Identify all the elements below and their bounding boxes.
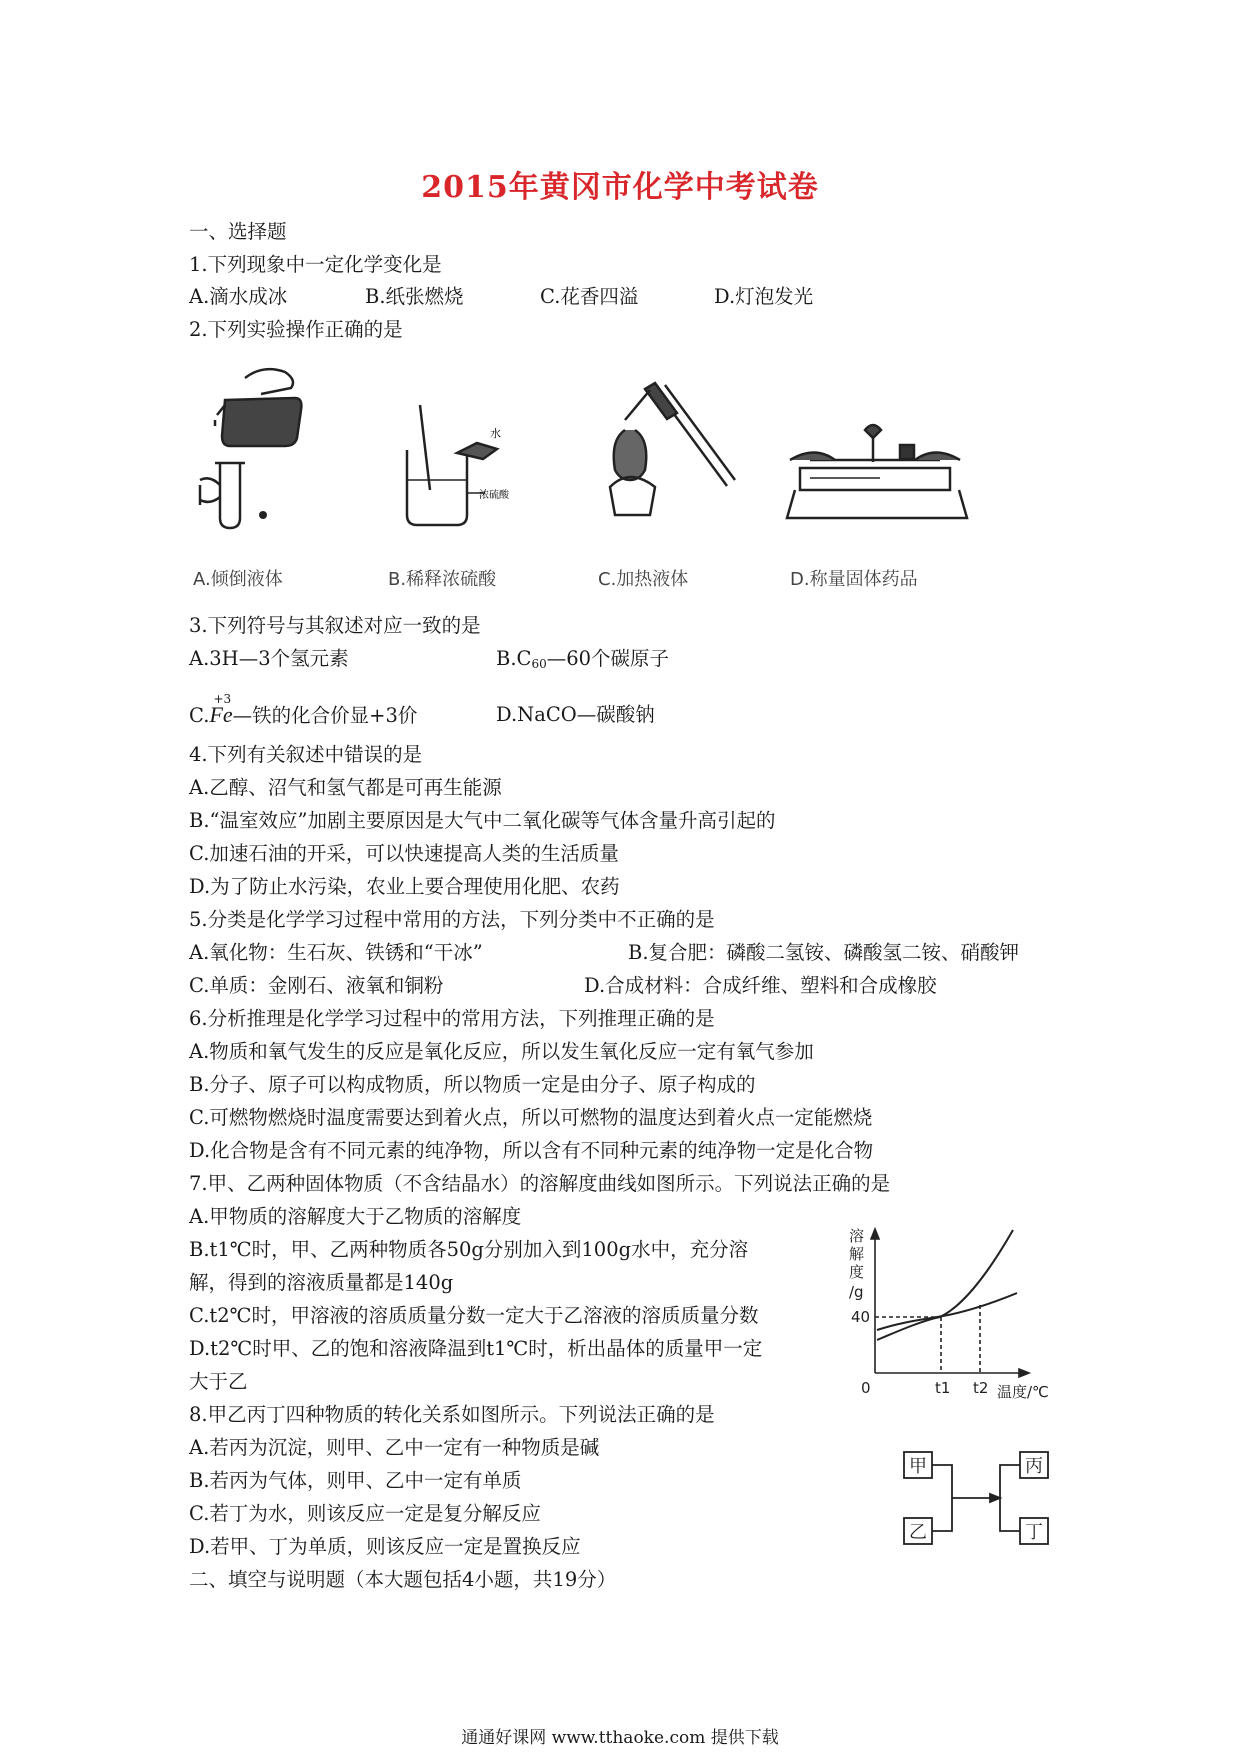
option xyxy=(189,692,418,729)
option-continued: 大于乙 xyxy=(189,1370,248,1393)
option: C.若丁为水，则该反应一定是复分解反应 xyxy=(189,1502,541,1525)
question-stem: 4.下列有关叙述中错误的是 xyxy=(189,743,423,766)
box-label: 乙 xyxy=(909,1522,927,1543)
option: C.可燃物燃烧时温度需要达到着火点，所以可燃物的温度达到着火点一定能燃烧 xyxy=(189,1106,873,1129)
section-heading: 二、填空与说明题（本大题包括4小题，共19分） xyxy=(189,1568,617,1591)
y-axis-label-char: /g xyxy=(849,1283,864,1301)
option: A.3H—3个氢元素 xyxy=(189,647,349,670)
option: A.乙醇、沼气和氢气都是可再生能源 xyxy=(189,776,502,799)
right-bracket xyxy=(1000,1465,1020,1531)
option: A.若丙为沉淀，则甲、乙中一定有一种物质是碱 xyxy=(189,1436,600,1459)
question-stem: 2.下列实验操作正确的是 xyxy=(189,318,403,341)
option: C.加速石油的开采，可以快速提高人类的生活质量 xyxy=(189,842,619,865)
fe-symbol: Fe xyxy=(209,702,233,727)
option-c-text: —铁的化合价显+3价 xyxy=(232,704,418,727)
option-b-text: —60个碳原子 xyxy=(546,647,670,670)
option: A.甲物质的溶解度大于乙物质的溶解度 xyxy=(189,1205,522,1228)
solubility-curve-figure xyxy=(845,1225,1065,1405)
acid-label: 浓硫酸 xyxy=(479,490,509,501)
question-stem: 1.下列现象中一定化学变化是 xyxy=(189,253,442,276)
option: C.t2℃时，甲溶液的溶质质量分数一定大于乙溶液的溶质质量分数 xyxy=(189,1304,759,1327)
reaction-arrowhead xyxy=(990,1494,1000,1502)
figure-caption: C.加热液体 xyxy=(598,569,689,590)
water-label: 水 xyxy=(490,427,501,440)
y-axis-label-char: 解 xyxy=(849,1245,865,1263)
weighing-solid-figure xyxy=(780,420,970,530)
x-tick-label: t2 xyxy=(973,1379,989,1397)
option: B.纸张燃烧 xyxy=(365,285,464,308)
y-axis-label-char: 度 xyxy=(849,1263,865,1281)
box-label: 丁 xyxy=(1025,1522,1043,1543)
question-stem: 7.甲、乙两种固体物质（不含结晶水）的溶解度曲线如图所示。下列说法正确的是 xyxy=(189,1172,891,1195)
section-heading: 一、选择题 xyxy=(189,220,287,243)
x-axis-label: 温度/℃ xyxy=(997,1383,1049,1401)
page-title: 2015年黄冈市化学中考试卷 xyxy=(421,170,819,205)
option: B.若丙为气体，则甲、乙中一定有单质 xyxy=(189,1469,522,1492)
option: D.若甲、丁为单质，则该反应一定是置换反应 xyxy=(189,1535,581,1558)
option-continued: 解，得到的溶液质量都是140g xyxy=(189,1271,454,1294)
option: C.花香四溢 xyxy=(540,285,639,308)
y-axis-label-char: 溶 xyxy=(849,1227,865,1245)
figure-caption: B.稀释浓硫酸 xyxy=(388,569,497,590)
option: D.NaCO—碳酸钠 xyxy=(496,703,655,726)
valence-superscript: +3 xyxy=(213,692,232,706)
option: A.物质和氧气发生的反应是氧化反应，所以发生氧化反应一定有氧气参加 xyxy=(189,1040,814,1063)
curve-yi xyxy=(877,1293,1017,1330)
option-b-subscript: 60 xyxy=(531,657,547,671)
option: B.复合肥：磷酸二氢铵、磷酸氢二铵、硝酸钾 xyxy=(628,941,1020,964)
option: B.分子、原子可以构成物质，所以物质一定是由分子、原子构成的 xyxy=(189,1073,756,1096)
question-stem: 3.下列符号与其叙述对应一致的是 xyxy=(189,614,481,637)
diluting-acid-figure xyxy=(395,395,509,535)
option: B.t1℃时，甲、乙两种物质各50g分别加入到100g水中，充分溶 xyxy=(189,1238,749,1261)
reaction-diagram xyxy=(900,1448,1060,1548)
origin-label: 0 xyxy=(861,1379,871,1397)
x-tick-label: t1 xyxy=(935,1379,951,1397)
figure-caption: D.称量固体药品 xyxy=(790,569,918,590)
option-c-prefix: C. xyxy=(189,704,210,727)
y-tick-label: 40 xyxy=(851,1308,871,1326)
option-b-prefix: B.C xyxy=(496,647,532,670)
box-label: 甲 xyxy=(909,1456,927,1477)
y-axis-arrow xyxy=(871,1229,879,1239)
option xyxy=(496,646,669,677)
left-bracket xyxy=(932,1465,952,1531)
option: A.氧化物：生石灰、铁锈和“干冰” xyxy=(189,941,483,964)
option: D.t2℃时甲、乙的饱和溶液降温到t1℃时，析出晶体的质量甲一定 xyxy=(189,1337,763,1360)
option: D.灯泡发光 xyxy=(714,285,814,308)
option: B.“温室效应”加剧主要原因是大气中二氧化碳等气体含量升高引起的 xyxy=(189,809,776,832)
heating-liquid-figure xyxy=(595,375,745,535)
question-stem: 8.甲乙丙丁四种物质的转化关系如图所示。下列说法正确的是 xyxy=(189,1403,715,1426)
option: D.为了防止水污染，农业上要合理使用化肥、农药 xyxy=(189,875,620,898)
option: D.化合物是含有不同元素的纯净物，所以含有不同种元素的纯净物一定是化合物 xyxy=(189,1139,874,1162)
box-label: 丙 xyxy=(1025,1456,1043,1477)
option: A.滴水成冰 xyxy=(189,285,288,308)
question-stem: 6.分析推理是化学学习过程中的常用方法，下列推理正确的是 xyxy=(189,1007,715,1030)
option: C.单质：金刚石、液氧和铜粉 xyxy=(189,974,444,997)
question-stem: 5.分类是化学学习过程中常用的方法，下列分类中不正确的是 xyxy=(189,908,715,931)
x-axis-arrow xyxy=(1019,1369,1029,1377)
page-footer: 通通好课网 www.tthaoke.com 提供下载 xyxy=(461,1728,779,1748)
pouring-liquid-figure xyxy=(195,360,345,535)
figure-caption: A.倾倒液体 xyxy=(193,569,283,590)
option: D.合成材料：合成纤维、塑料和合成橡胶 xyxy=(584,974,937,997)
